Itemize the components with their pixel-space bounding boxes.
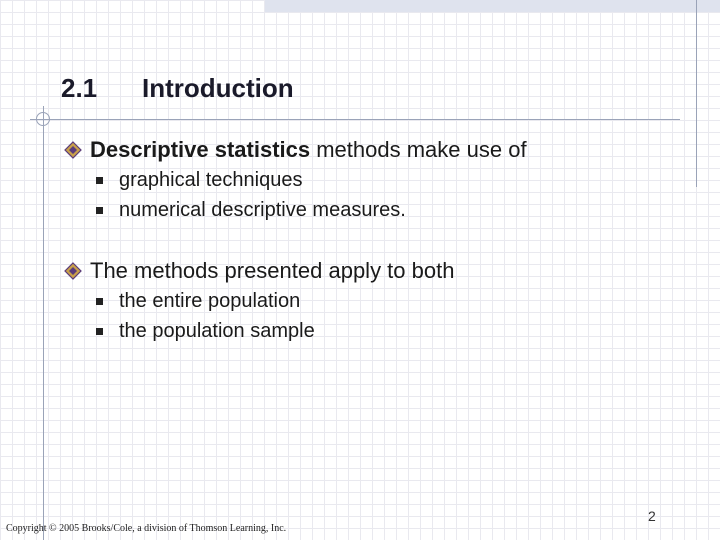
- top-band: [265, 0, 720, 12]
- sub-bullet-text: the entire population: [119, 289, 301, 312]
- square-bullet-icon: [96, 328, 103, 335]
- bullet-item: [64, 256, 454, 286]
- decorative-vertical-line-right: [696, 0, 697, 187]
- sub-bullet-text: numerical descriptive measures.: [119, 198, 406, 221]
- diamond-bullet-icon: [64, 262, 82, 280]
- sub-bullet-text: graphical techniques: [119, 168, 303, 191]
- sub-bullet-item: [96, 195, 527, 225]
- decorative-corner-circle: [36, 112, 50, 126]
- sub-bullet-text: the population sample: [119, 319, 315, 342]
- copyright-footer: Copyright © 2005 Brooks/Cole, a division of Thomson Learning, Inc.: [6, 523, 287, 534]
- sub-bullet-item: [96, 286, 454, 316]
- sub-bullet-item: [96, 316, 454, 346]
- sub-bullet-item: [96, 165, 527, 195]
- bullet-text: The methods presented apply to both: [90, 258, 455, 283]
- decorative-vertical-line-left: [43, 106, 44, 540]
- bullet-group-1: [64, 135, 527, 225]
- diamond-bullet-icon: [64, 141, 82, 159]
- square-bullet-icon: [96, 207, 103, 214]
- page-number: 2: [648, 508, 656, 524]
- square-bullet-icon: [96, 298, 103, 305]
- slide-title: Introduction: [142, 73, 294, 103]
- bullet-item: [64, 135, 527, 165]
- square-bullet-icon: [96, 177, 103, 184]
- section-number: 2.1: [61, 73, 98, 103]
- bullet-group-2: [64, 256, 454, 346]
- bullet-text: methods make use of: [310, 137, 527, 162]
- decorative-horizontal-line: [30, 119, 680, 120]
- bullet-bold-text: Descriptive statistics: [90, 137, 311, 162]
